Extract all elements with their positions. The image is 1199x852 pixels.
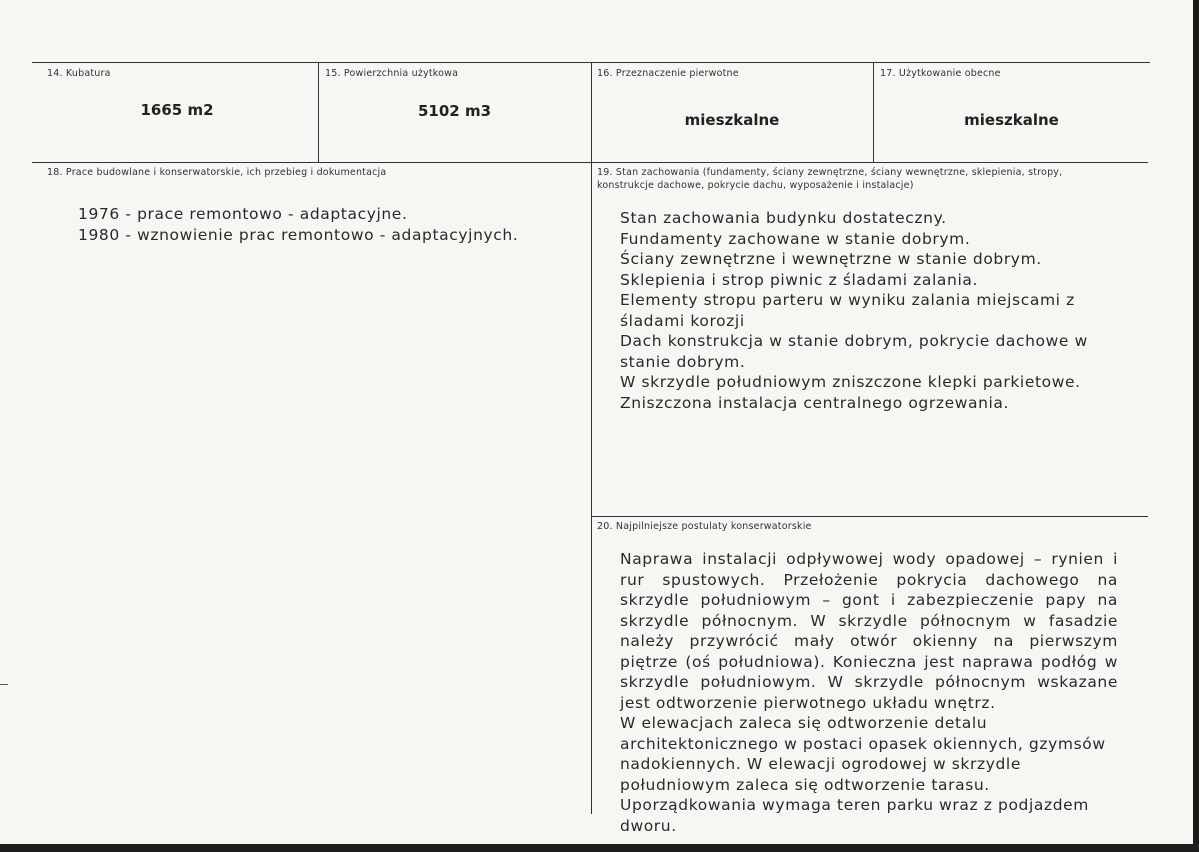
stan-entry: Sklepienia i strop piwnic z śladami zalania. bbox=[620, 270, 978, 289]
section-label-postulaty: 20. Najpilniejsze postulaty konserwatorskie bbox=[597, 521, 812, 532]
stan-entry: Ściany zewnętrzne i wewnętrzne w stanie dobrym. bbox=[620, 250, 1042, 268]
stan-entry: W skrzydle południowym zniszczone klepki parkietowe. bbox=[620, 373, 1081, 391]
stan-entry: Zniszczona instalacja centralnego ogrzewania. bbox=[620, 393, 1010, 412]
field-label-powierzchnia: 15. Powierzchnia użytkowa bbox=[325, 68, 459, 79]
postulaty-list bbox=[620, 713, 1120, 836]
field-value-przeznaczenie: mieszkalne bbox=[684, 111, 780, 129]
column-divider bbox=[591, 62, 592, 814]
prace-entry: 1976 - prace remontowo - adaptacyjne. bbox=[78, 205, 408, 223]
field-label-uzytkowanie: 17. Użytkowanie obecne bbox=[880, 68, 1001, 79]
section-label-stan-line2: konstrukcje dachowe, pokrycie dachu, wyposażenie i instalacje) bbox=[597, 180, 914, 191]
field-value-powierzchnia: 5102 m3 bbox=[417, 102, 492, 120]
field-label-kubatura: 14. Kubatura bbox=[47, 68, 111, 79]
scan-edge-right bbox=[1193, 0, 1199, 852]
margin-mark bbox=[0, 684, 8, 685]
field-value-kubatura: 1665 m2 bbox=[140, 101, 214, 119]
stan-entry: Dach konstrukcja w stanie dobrym, pokrycie dachowe w stanie dobrym. bbox=[620, 332, 1088, 371]
section-label-stan-line1: 19. Stan zachowania (fundamenty, ściany zewnętrzne, ściany wewnętrzne, sklepienia, stropy, bbox=[597, 167, 1063, 178]
field-value-uzytkowanie: mieszkalne bbox=[964, 111, 1059, 129]
row-divider bbox=[32, 162, 1148, 163]
section-divider bbox=[591, 516, 1148, 517]
prace-list bbox=[78, 204, 578, 245]
stan-entry: Fundamenty zachowane w stanie dobrym. bbox=[620, 229, 971, 248]
prace-entry: 1980 - wznowienie prac remontowo - adaptacyjnych. bbox=[78, 225, 519, 244]
stan-entry: Elementy stropu parteru w wyniku zalania miejscami z śladami korozji bbox=[620, 291, 1075, 330]
postulaty-paragraph: Naprawa instalacji odpływowej wody opadowej – rynien i rur spustowych. Przełożenie pokrycia dachowego na skrzydle południowym – gont i zabezpieczenie papy na skrzydle północnym. W skrzydle północnym w fasadzie należy przywrócić mały otwór okienny na pierwszym piętrze (oś południowa). Konieczna jest naprawa podłóg w skrzydle południowym. W skrzydle północnym wskazane jest odtworzenie pierwotnego układu wnętrz. bbox=[620, 550, 1118, 712]
stan-list bbox=[620, 208, 1130, 413]
stan-entry: Stan zachowania budynku dostateczny. bbox=[620, 209, 947, 227]
section-label-prace: 18. Prace budowlane i konserwatorskie, ich przebieg i dokumentacja bbox=[47, 167, 387, 178]
postulaty-entry: W elewacjach zaleca się odtworzenie detalu architektonicznego w postaci opasek okiennych, gzymsów nadokiennych. W elewacji ogrodowej w skrzydle południowym zaleca się odtworzenie tarasu. bbox=[620, 714, 1106, 794]
field-label-przeznaczenie: 16. Przeznaczenie pierwotne bbox=[597, 68, 739, 79]
postulaty-entry: Uporządkowania wymaga teren parku wraz z podjazdem dworu. bbox=[620, 796, 1090, 835]
scan-edge-bottom bbox=[0, 844, 1199, 852]
